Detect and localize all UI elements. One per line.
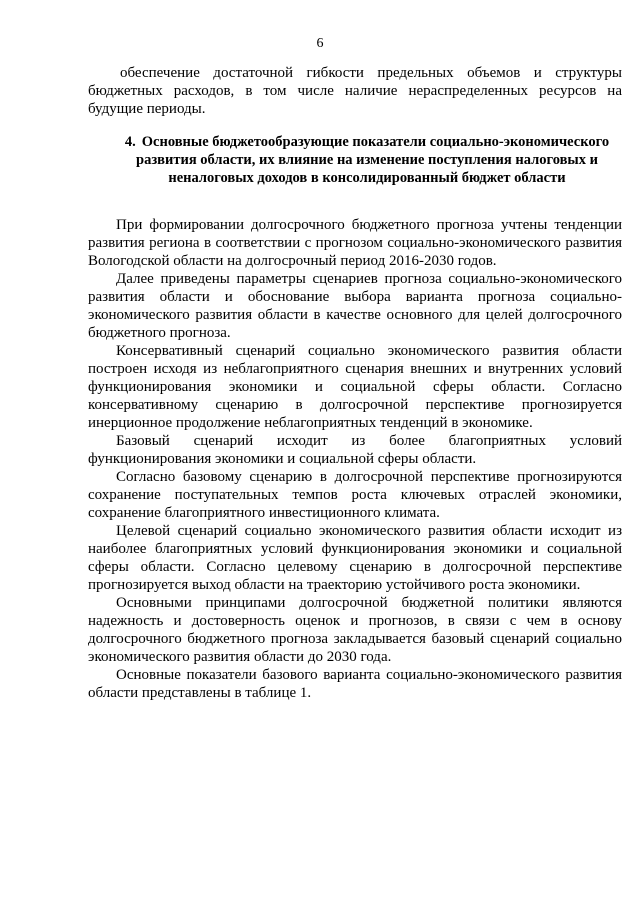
paragraph-table-reference: Основные показатели базового варианта социально-экономического развития области представлены в таблице 1.: [88, 667, 622, 701]
page-number: 6: [316, 36, 324, 51]
paragraph-base-scenario: Базовый сценарий исходит из более благоприятных условий функционирования экономики и социальной сферы области.: [88, 433, 622, 467]
section-number: 4.: [124, 134, 136, 150]
paragraph-scenario-parameters: Далее приведены параметры сценариев прогноза социально-экономического развития области и обоснование выбора варианта прогноза социально-экономического развития области в качестве основного для целей долгосрочного бюджетного прогноза.: [88, 271, 622, 341]
section-heading: [118, 133, 616, 187]
paragraph-target-scenario: Целевой сценарий социально экономического развития области исходит из наиболее благоприятных условий функционирования экономики и социальной сферы области. Согласно целевому сценарию в долгосрочной перспективе прогнозируется выход области на траекторию устойчивого роста экономики.: [88, 523, 622, 593]
paragraph-base-scenario-forecast: Согласно базовому сценарию в долгосрочной перспективе прогнозируются сохранение поступательных темпов роста ключевых отраслей экономики, сохранение благоприятного инвестиционного климата.: [88, 469, 622, 521]
continuation-text: обеспечение достаточной гибкости предельных объемов и структуры бюджетных расходов, в том числе наличие нераспределенных ресурсов на будущие периоды.: [88, 65, 622, 117]
paragraph-forecast-trends: При формировании долгосрочного бюджетного прогноза учтены тенденции развития региона в соответствии с прогнозом социально-экономического развития Вологодской области на долгосрочный период 2016-2030 годов.: [88, 217, 622, 269]
paragraph-budget-policy-principles: Основными принципами долгосрочной бюджетной политики являются надежность и достоверность оценок и прогнозов, в связи с чем в основу долгосрочного бюджетного прогноза закладывается базовый сценарий социально экономического развития области до 2030 года.: [88, 595, 622, 665]
body-text: [88, 216, 622, 702]
continuation-paragraph: [88, 64, 622, 118]
paragraph-conservative-scenario: Консервативный сценарий социально экономического развития области построен исходя из неблагоприятного сценария внешних и внутренних условий функционирования экономики и социальной сферы области. Согласно консервативному сценарию в долгосрочной перспективе прогнозируется инерционное продолжение неблагоприятных тенденций в экономике.: [88, 343, 622, 431]
section-title: Основные бюджетообразующие показатели социально-экономического развития области, их влияние на изменение поступления налоговых и неналоговых доходов в консолидированный бюджет области: [136, 134, 610, 186]
